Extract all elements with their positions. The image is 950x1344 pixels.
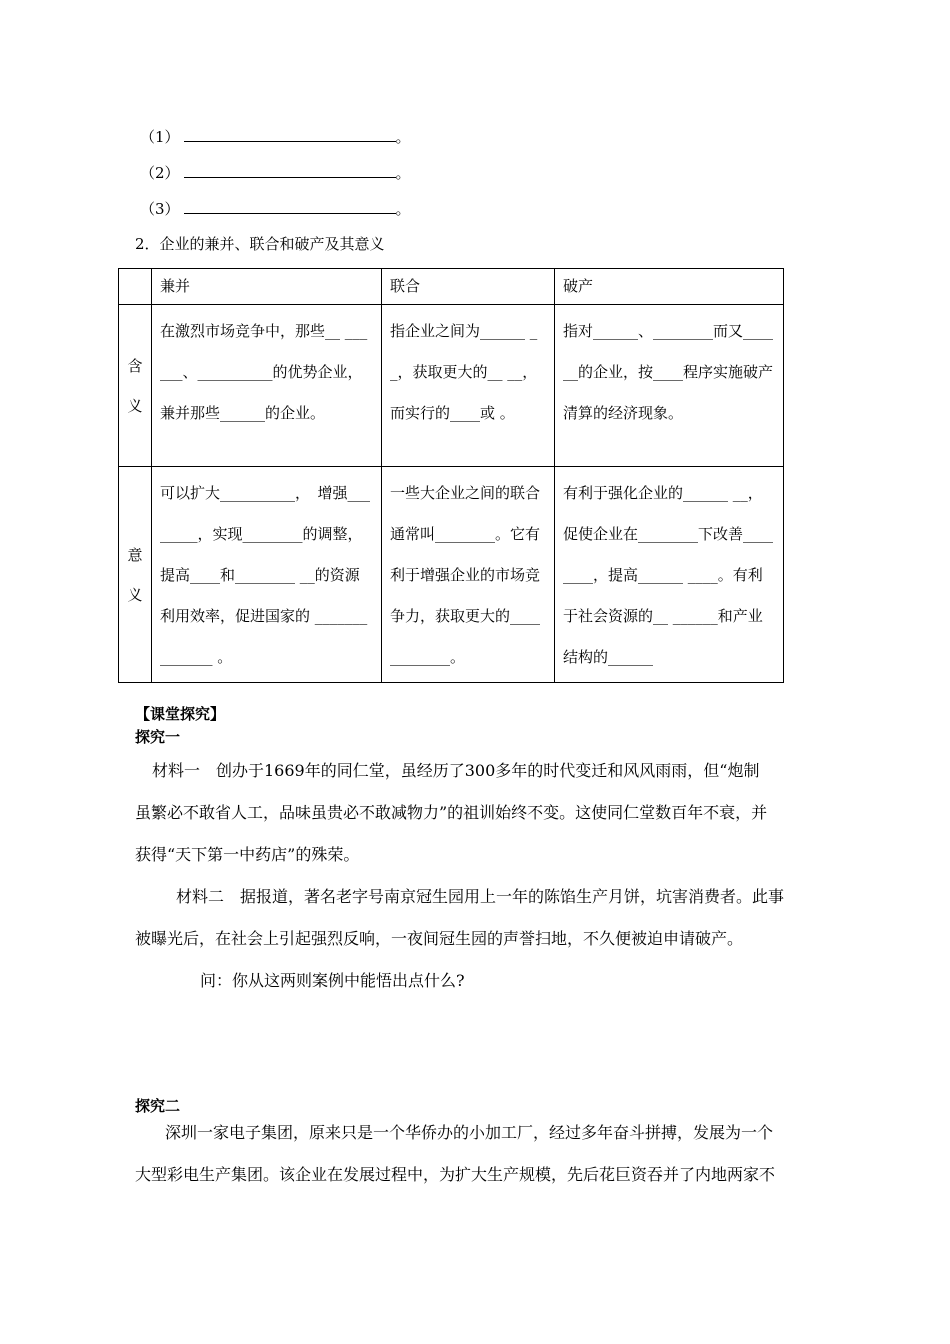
table-cell: 一些大企业之间的联合通常叫________。它有利于增强企业的市场竞争力，获取更大的____________。 (382, 467, 555, 683)
material-one-line: 材料一 创办于1669年的同仁堂，虽经历了300多年的时代变迁和风风雨雨，但“炮制 (152, 761, 760, 780)
table-header-cell: 兼并 (152, 269, 382, 305)
fill-in-item-3 (140, 199, 411, 219)
table-cell: 可以扩大__________， 增强________，实现________的调整，提高____和________ __的资源利用效率，促进国家的 ______________ 。 (152, 467, 382, 683)
section-heading: 2．企业的兼并、联合和破产及其意义 (135, 235, 385, 253)
fill-in-label: （1） (140, 128, 180, 146)
row-label (119, 305, 152, 467)
row-label-text: 意义 (127, 545, 143, 604)
table-header-cell: 破产 (555, 269, 784, 305)
material-one-line: 获得“天下第一中药店”的殊荣。 (135, 845, 360, 864)
table-header-cell: 联合 (382, 269, 555, 305)
fill-in-blank[interactable] (184, 163, 396, 178)
inquiry-question: 问：你从这两则案例中能悟出点什么? (200, 971, 465, 990)
table-cell: 指企业之间为______ __，获取更大的__ __，而实行的____或 。 (382, 305, 555, 467)
table-cell: 有利于强化企业的______ __，促使企业在________下改善________，提高______ ____。有利于社会资源的__ ______和产业结构的______ (555, 467, 784, 683)
table-header-row (119, 269, 784, 305)
table-cell: 指对______、________而又______的企业，按____程序实施破产清算的经济现象。 (555, 305, 784, 467)
material-two-line: 被曝光后，在社会上引起强烈反响，一夜间冠生园的声誉扫地，不久便被迫申请破产。 (135, 929, 744, 948)
fill-in-label: （3） (140, 200, 180, 218)
classroom-heading: 【课堂探究】 (135, 705, 226, 723)
fill-in-item-2 (140, 163, 411, 183)
fill-in-period: 。 (395, 128, 411, 146)
material-two-line: 材料二 据报道，著名老字号南京冠生园用上一年的陈馅生产月饼，坑害消费者。此事 (176, 887, 785, 906)
fill-in-label: （2） (140, 164, 180, 182)
fill-in-period: 。 (395, 200, 411, 218)
merger-alliance-bankruptcy-table (118, 268, 784, 683)
inquiry-one-title: 探究一 (135, 728, 181, 746)
table-header-cell (119, 269, 152, 305)
fill-in-blank[interactable] (184, 199, 396, 214)
fill-in-blank[interactable] (184, 127, 396, 142)
table-cell: 在激烈市场竞争中，那些__ ______、__________的优势企业，兼并那些______的企业。 (152, 305, 382, 467)
row-label-text: 含义 (127, 356, 143, 415)
material-one-line: 虽繁必不敢省人工，品味虽贵必不敢减物力”的祖训始终不变。这使同仁堂数百年不衰，并 (135, 803, 768, 822)
table-row (119, 467, 784, 683)
table-row (119, 305, 784, 467)
inquiry-two-line: 大型彩电生产集团。该企业在发展过程中，为扩大生产规模，先后花巨资吞并了内地两家不 (135, 1165, 776, 1184)
row-label (119, 467, 152, 683)
inquiry-two-title: 探究二 (135, 1097, 181, 1115)
fill-in-item-1 (140, 127, 411, 147)
fill-in-period: 。 (395, 164, 411, 182)
inquiry-two-line: 深圳一家电子集团，原来只是一个华侨办的小加工厂，经过多年奋斗拼搏，发展为一个 (165, 1123, 774, 1142)
